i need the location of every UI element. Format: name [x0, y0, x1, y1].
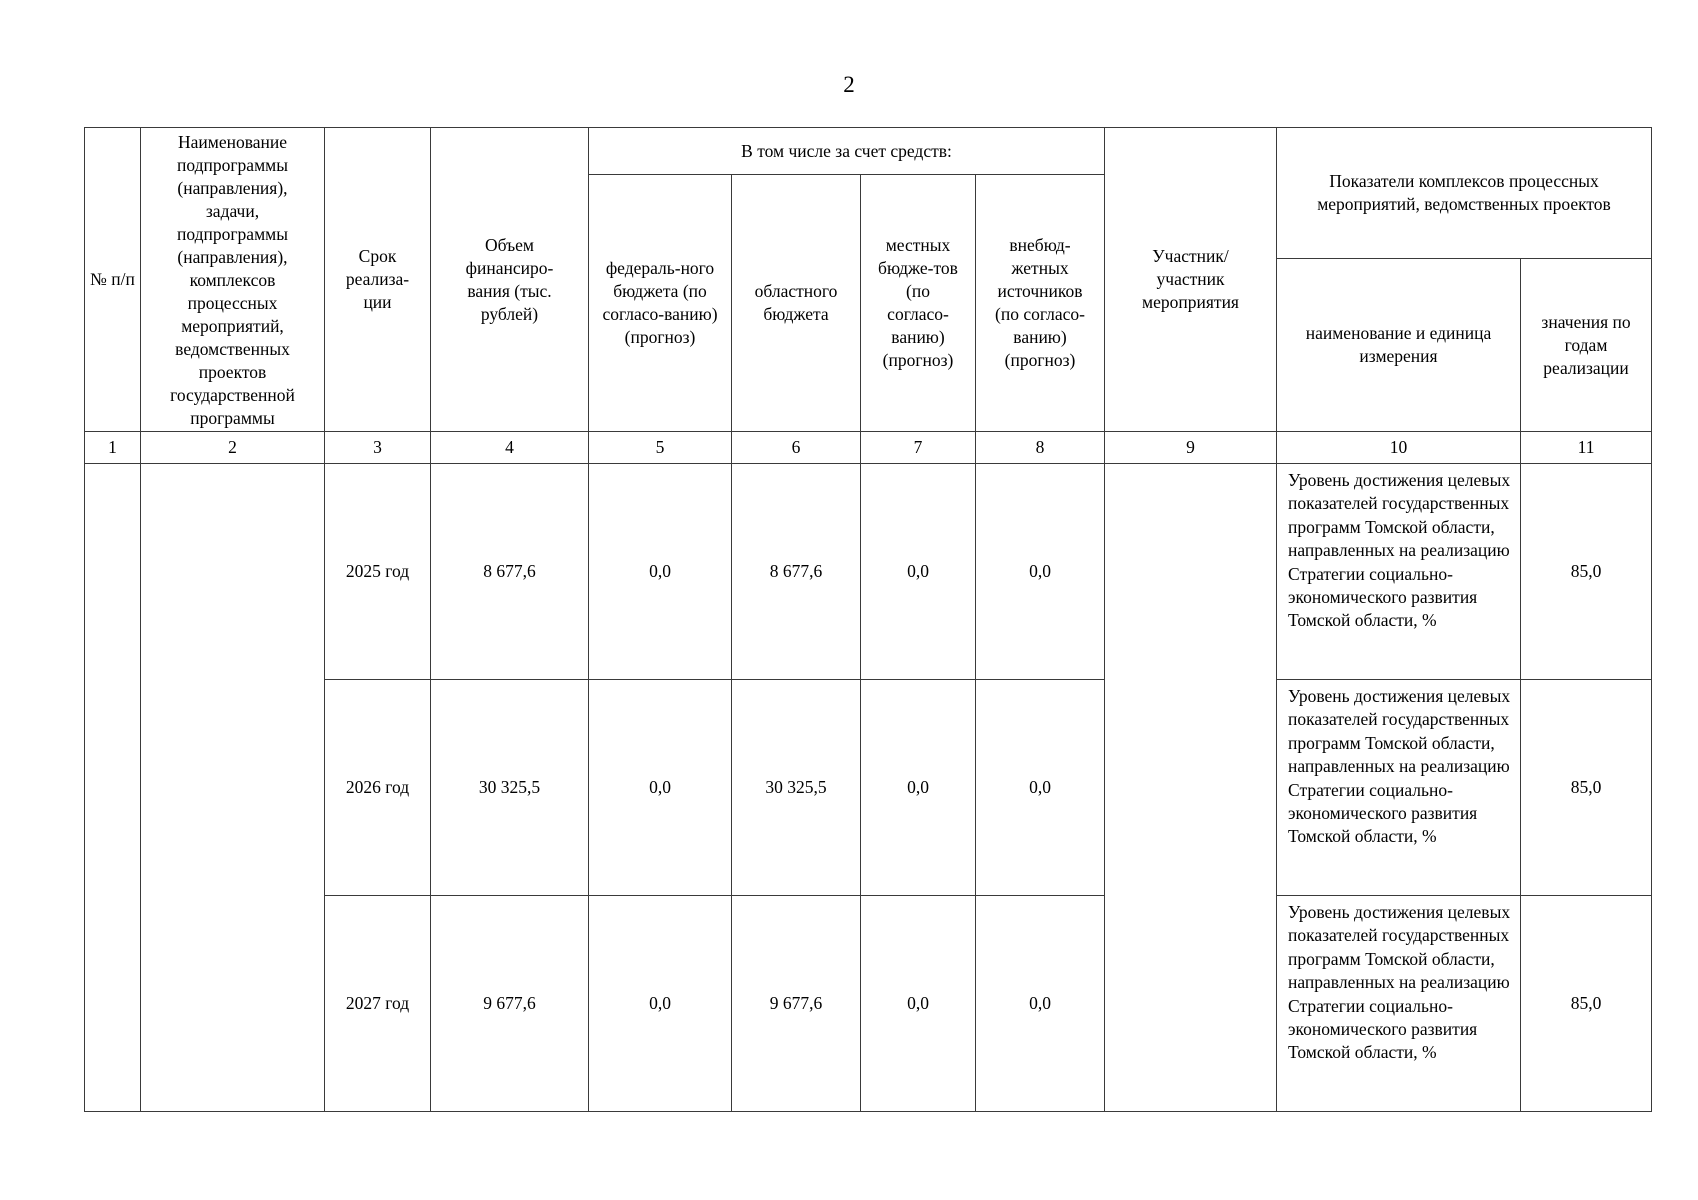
- indicator-value-cell: 85,0: [1521, 464, 1652, 680]
- row-name-cell: [141, 464, 325, 1112]
- column-number: 1: [85, 432, 141, 464]
- column-number: 4: [431, 432, 589, 464]
- period-cell: 2027 год: [325, 896, 431, 1112]
- indicator-name-cell: Уровень достижения целевых показателей государственных программ Томской области, направленных на реализацию Стратегии социально-экономического развития Томской области, %: [1277, 680, 1521, 896]
- regional-cell: 8 677,6: [732, 464, 861, 680]
- total-cell: 9 677,6: [431, 896, 589, 1112]
- header-cell-total: Объем финансиро-вания (тыс. рублей): [431, 128, 589, 432]
- header-cell-name: Наименование подпрограммы (направления), задачи, подпрограммы (направления), комплексов процессных мероприятий, ведомственных проектов государственной программы: [141, 128, 325, 432]
- column-number: 9: [1105, 432, 1277, 464]
- page-number: 2: [843, 72, 855, 97]
- extrabudgetary-cell: 0,0: [976, 680, 1105, 896]
- indicator-value-cell: 85,0: [1521, 680, 1652, 896]
- header-cell-indicator-name: наименование и единица измерения: [1277, 259, 1521, 432]
- column-number: 2: [141, 432, 325, 464]
- regional-cell: 30 325,5: [732, 680, 861, 896]
- extrabudgetary-cell: 0,0: [976, 464, 1105, 680]
- header-group-funding: В том числе за счет средств:: [589, 128, 1105, 175]
- indicator-value-cell: 85,0: [1521, 896, 1652, 1112]
- indicator-name-cell: Уровень достижения целевых показателей государственных программ Томской области, направленных на реализацию Стратегии социально-экономического развития Томской области, %: [1277, 896, 1521, 1112]
- regional-cell: 9 677,6: [732, 896, 861, 1112]
- header-cell-extrabudgetary: внебюд-жетных источников (по согласо-ванию) (прогноз): [976, 175, 1105, 432]
- header-cell-indicator-values: значения по годам реализации: [1521, 259, 1652, 432]
- local-cell: 0,0: [861, 896, 976, 1112]
- federal-cell: 0,0: [589, 680, 732, 896]
- total-cell: 30 325,5: [431, 680, 589, 896]
- column-number-row: [85, 432, 1652, 464]
- header-row-1: [85, 128, 1652, 175]
- column-number: 8: [976, 432, 1105, 464]
- period-cell: 2026 год: [325, 680, 431, 896]
- column-number: 6: [732, 432, 861, 464]
- header-cell-regional: областного бюджета: [732, 175, 861, 432]
- column-number: 11: [1521, 432, 1652, 464]
- indicator-name-cell: Уровень достижения целевых показателей государственных программ Томской области, направленных на реализацию Стратегии социально-экономического развития Томской области, %: [1277, 464, 1521, 680]
- row-number-cell: [85, 464, 141, 1112]
- header-cell-local: местных бюдже-тов (по согласо-ванию) (прогноз): [861, 175, 976, 432]
- header-cell-federal: федераль-ного бюджета (по согласо-ванию) (прогноз): [589, 175, 732, 432]
- column-number: 7: [861, 432, 976, 464]
- local-cell: 0,0: [861, 680, 976, 896]
- table-row: [85, 464, 1652, 680]
- extrabudgetary-cell: 0,0: [976, 896, 1105, 1112]
- program-table: [84, 127, 1652, 1112]
- total-cell: 8 677,6: [431, 464, 589, 680]
- local-cell: 0,0: [861, 464, 976, 680]
- header-group-indicators: Показатели комплексов процессных мероприятий, ведомственных проектов: [1277, 128, 1652, 259]
- period-cell: 2025 год: [325, 464, 431, 680]
- federal-cell: 0,0: [589, 896, 732, 1112]
- column-number: 10: [1277, 432, 1521, 464]
- column-number: 5: [589, 432, 732, 464]
- header-cell-period: Срок реализа-ции: [325, 128, 431, 432]
- column-number: 3: [325, 432, 431, 464]
- header-cell-number: № п/п: [85, 128, 141, 432]
- federal-cell: 0,0: [589, 464, 732, 680]
- participant-cell: [1105, 464, 1277, 1112]
- header-cell-participant: Участник/ участник мероприятия: [1105, 128, 1277, 432]
